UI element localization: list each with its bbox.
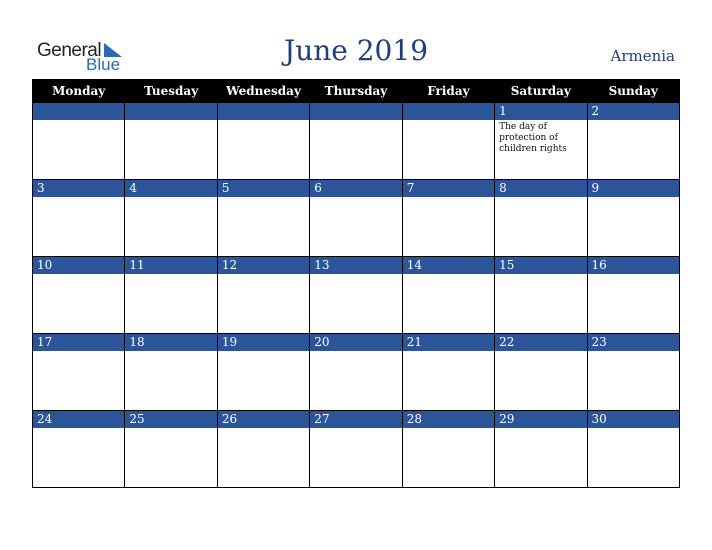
- country-label: Armenia: [610, 47, 675, 65]
- day-cell: [217, 103, 309, 180]
- day-number: 24: [33, 411, 124, 428]
- day-number: 29: [495, 411, 586, 428]
- day-number: 3: [33, 180, 124, 197]
- weekday-header: Sunday: [587, 80, 679, 103]
- day-cell: [402, 103, 494, 180]
- day-cell: [217, 180, 309, 257]
- day-number: 1: [495, 103, 586, 120]
- day-cell: [402, 411, 494, 488]
- day-number: 19: [218, 334, 309, 351]
- day-number: 12: [218, 257, 309, 274]
- day-number: [310, 103, 401, 120]
- day-number: 17: [33, 334, 124, 351]
- day-cell: [217, 411, 309, 488]
- day-cell: [402, 180, 494, 257]
- week-row: [33, 257, 680, 334]
- day-number: 27: [310, 411, 401, 428]
- day-number: 2: [588, 103, 679, 120]
- day-number: 5: [218, 180, 309, 197]
- day-cell: [125, 103, 217, 180]
- day-number: 28: [403, 411, 494, 428]
- day-cell: [125, 257, 217, 334]
- day-cell: [587, 334, 679, 411]
- day-number: 21: [403, 334, 494, 351]
- weekday-header: Tuesday: [125, 80, 217, 103]
- weekday-header: Wednesday: [217, 80, 309, 103]
- day-number: [33, 103, 124, 120]
- day-number: 18: [125, 334, 216, 351]
- day-cell: [402, 334, 494, 411]
- day-number: 23: [588, 334, 679, 351]
- day-number: 6: [310, 180, 401, 197]
- day-cell: [495, 257, 587, 334]
- weekday-header: Monday: [33, 80, 125, 103]
- day-number: 9: [588, 180, 679, 197]
- day-number: 30: [588, 411, 679, 428]
- week-row: [33, 103, 680, 180]
- page-title: June 2019: [283, 34, 429, 67]
- day-number: 8: [495, 180, 586, 197]
- logo-general-text: General: [37, 40, 102, 61]
- day-number: 14: [403, 257, 494, 274]
- week-row: [33, 334, 680, 411]
- day-cell: [310, 180, 402, 257]
- day-number: 26: [218, 411, 309, 428]
- day-number: 25: [125, 411, 216, 428]
- day-cell: [495, 334, 587, 411]
- day-cell: [587, 411, 679, 488]
- day-cell: [217, 257, 309, 334]
- day-cell: [125, 180, 217, 257]
- day-number: [403, 103, 494, 120]
- day-cell: [310, 411, 402, 488]
- day-number: 10: [33, 257, 124, 274]
- day-cell: [33, 411, 125, 488]
- day-cell: [217, 334, 309, 411]
- day-number: 4: [125, 180, 216, 197]
- day-cell: [310, 257, 402, 334]
- day-number: 13: [310, 257, 401, 274]
- day-number: 7: [403, 180, 494, 197]
- day-number: 20: [310, 334, 401, 351]
- day-cell: [495, 103, 587, 180]
- weekday-header-row: [33, 80, 680, 103]
- day-number: 15: [495, 257, 586, 274]
- day-cell: [33, 334, 125, 411]
- week-row: [33, 180, 680, 257]
- day-cell: [310, 103, 402, 180]
- day-cell: [310, 334, 402, 411]
- day-number: 22: [495, 334, 586, 351]
- weekday-header: Saturday: [495, 80, 587, 103]
- day-number: [125, 103, 216, 120]
- day-cell: [587, 180, 679, 257]
- day-cell: [587, 103, 679, 180]
- logo-blue-text: Blue: [86, 55, 121, 74]
- calendar-grid: [32, 79, 680, 488]
- weekday-header: Thursday: [310, 80, 402, 103]
- weekday-header: Friday: [402, 80, 494, 103]
- day-cell: [33, 180, 125, 257]
- day-cell: [33, 257, 125, 334]
- day-number: [218, 103, 309, 120]
- day-cell: [495, 180, 587, 257]
- week-row: [33, 411, 680, 488]
- day-cell: [125, 411, 217, 488]
- day-cell: [402, 257, 494, 334]
- day-cell: [587, 257, 679, 334]
- day-number: 16: [588, 257, 679, 274]
- holiday-event: The day of protection of children rights: [499, 122, 567, 154]
- day-number: 11: [125, 257, 216, 274]
- day-cell: [125, 334, 217, 411]
- day-cell: [495, 411, 587, 488]
- day-cell: [33, 103, 125, 180]
